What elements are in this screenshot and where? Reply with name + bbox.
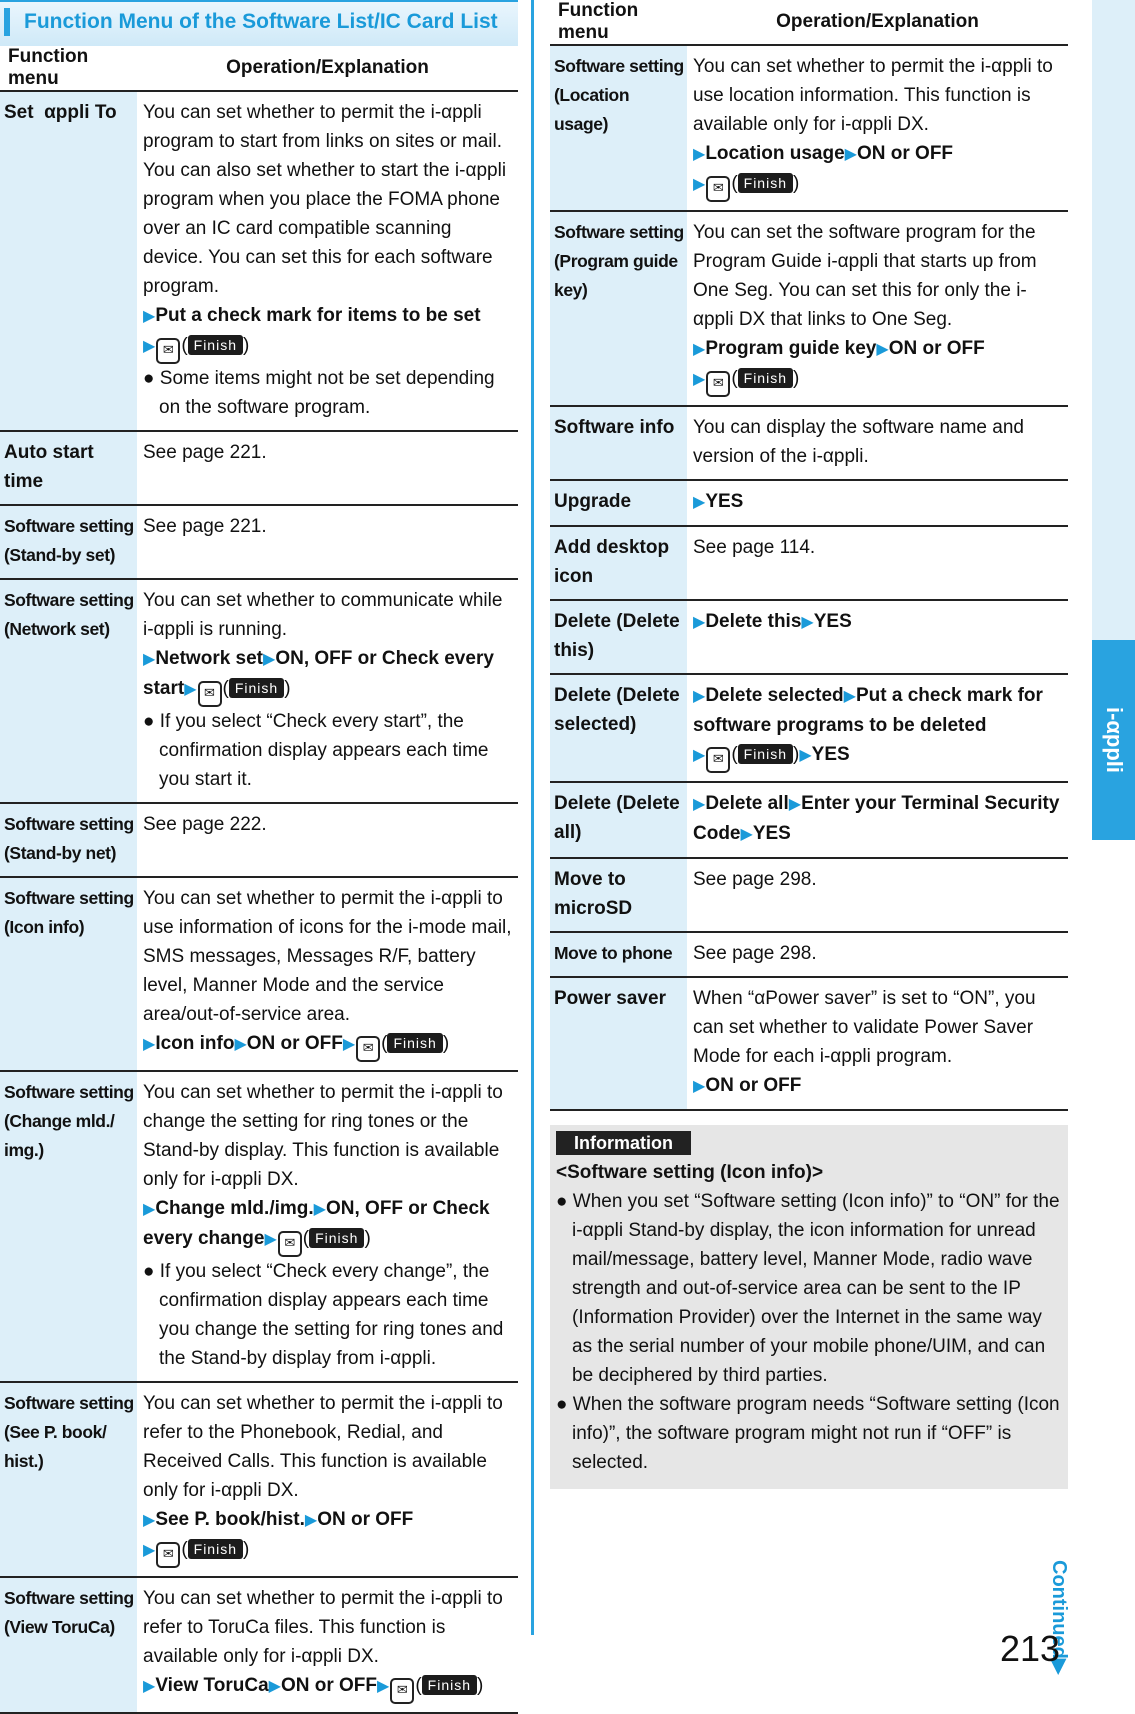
table-row: Software setting (Network set) You can set whether to communicate while i-αppli is running. ▶Network set▶ON, OFF or Check every start▶ ✉ ( Finish ) ● If you select “Check every start”, the confirmation display appears each time you start it.	[0, 579, 518, 803]
finish-softkey: Finish	[387, 1033, 442, 1053]
information-label: Information	[556, 1131, 691, 1155]
table-row: Software setting (Change mld./ img.) You can set whether to permit the i-αppli to change the setting for ring tones or the Stand-by display. This function is available only for i-αppli DX. ▶Change mld./img.▶ON, OFF or Check every change▶ ✉ ( Finish ) ● If you select “Check every change”, the confirmation display appears each time you change the setting for ring tones and the Stand-by display from i-αppli.	[0, 1071, 518, 1382]
page-number: 213	[1000, 1628, 1061, 1669]
table-row: Software setting (Stand-by net) See page 222.	[0, 803, 518, 877]
table-row: Add desktop icon See page 114.	[550, 526, 1068, 600]
information-box	[550, 1125, 1068, 1489]
mail-key-icon: ✉	[278, 1231, 302, 1257]
table-row: Software setting (See P. book/ hist.) You can set whether to permit the i-αppli to refer to the Phonebook, Redial, and Received Calls. This function is available only for i-αppli DX. ▶See P. book/hist.▶ON or OFF ▶ ✉ ( Finish )	[0, 1382, 518, 1577]
table-header: Function menu Operation/Explanation	[550, 0, 1068, 45]
table-row: Delete (Delete this) ▶Delete this▶YES	[550, 600, 1068, 674]
function-table-left	[0, 46, 518, 1714]
table-row: Power saver When “αPower saver” is set to “ON”, you can set whether to validate Power Saver Mode for each i-αppli program. ▶ON or OFF	[550, 977, 1068, 1110]
finish-softkey: Finish	[309, 1228, 364, 1248]
section-title: Function Menu of the Software List/IC Card List	[0, 0, 518, 46]
mail-key-icon: ✉	[356, 1036, 380, 1062]
table-row: Delete (Delete selected) ▶Delete selected▶Put a check mark for software programs to be deleted ▶ ✉ ( Finish )▶YES	[550, 674, 1068, 782]
finish-softkey: Finish	[738, 368, 793, 388]
table-row: Move to phone See page 298.	[550, 932, 1068, 977]
mail-key-icon: ✉	[198, 681, 222, 707]
left-column	[0, 0, 518, 1714]
mail-key-icon: ✉	[706, 747, 730, 773]
finish-softkey: Finish	[229, 678, 284, 698]
table-row: Software setting (View ToruCa) You can set whether to permit the i-αppli to refer to ToruCa files. This function is available only for i-αppli DX. ▶View ToruCa▶ON or OFF▶ ✉ ( Finish )	[0, 1577, 518, 1713]
mail-key-icon: ✉	[156, 1542, 180, 1568]
table-header: Function menu Operation/Explanation	[0, 46, 518, 91]
table-row: Auto start time See page 221.	[0, 431, 518, 505]
mail-key-icon: ✉	[706, 371, 730, 397]
side-strip	[1092, 0, 1135, 640]
function-table-right	[550, 0, 1068, 1111]
continued-indicator: Continued▶	[1048, 1560, 1070, 1675]
finish-softkey: Finish	[738, 173, 793, 193]
finish-softkey: Finish	[188, 1539, 243, 1559]
finish-softkey: Finish	[738, 744, 793, 764]
table-row: Software setting (Icon info) You can set whether to permit the i-αppli to use information of icons for the i-mode mail, SMS messages, Messages R/F, battery level, Manner Mode and the service area/out-of-service area. ▶Icon info▶ON or OFF▶ ✉ ( Finish )	[0, 877, 518, 1071]
column-divider	[531, 0, 534, 1635]
table-row: Upgrade ▶YES	[550, 480, 1068, 526]
information-heading: <Software setting (Icon info)>	[556, 1162, 824, 1183]
table-row: Delete (Delete all) ▶Delete all▶Enter your Terminal Security Code▶YES	[550, 782, 1068, 858]
table-row: Software setting (Stand-by set) See page 221.	[0, 505, 518, 579]
information-bullet: ● When you set “Software setting (Icon info)” to “ON” for the i-αppli Stand-by display, the icon information for unread mail/message, battery level, Manner Mode, radio wave strength and out-of-service area can be sent to the IP (Information Provider) over the Internet in the same way as the serial number of your mobile phone/UIM, and can be deciphered by third parties.	[556, 1191, 1060, 1386]
mail-key-icon: ✉	[706, 176, 730, 202]
mail-key-icon: ✉	[156, 338, 180, 364]
table-row: Software setting (Location usage) You can set whether to permit the i-αppli to use location information. This function is available only for i-αppli DX. ▶Location usage▶ON or OFF ▶ ✉ ( Finish )	[550, 45, 1068, 211]
chapter-tab[interactable]: i-αppli	[1092, 640, 1135, 840]
finish-softkey: Finish	[422, 1675, 477, 1695]
table-row: Software info You can display the software name and version of the i-αppli.	[550, 406, 1068, 480]
mail-key-icon: ✉	[390, 1678, 414, 1704]
right-column	[550, 0, 1068, 1489]
table-row: Move to microSD See page 298.	[550, 858, 1068, 932]
information-bullet: ● When the software program needs “Software setting (Icon info)”, the software program might not run if “OFF” is selected.	[556, 1394, 1060, 1473]
table-row: Software setting (Program guide key) You can set the software program for the Program Guide i-αppli that starts up from One Seg. You can set this for only the i-αppli DX that links to One Seg. ▶Program guide key▶ON or OFF ▶ ✉ ( Finish )	[550, 211, 1068, 406]
finish-softkey: Finish	[188, 335, 243, 355]
table-row: Set αppli To You can set whether to permit the i-αppli program to start from links on sites or mail. You can also set whether to start the i-αppli program when you place the FOMA phone over an IC card compatible scanning device. You can set this for each software program. ▶Put a check mark for items to be set ▶ ✉ ( Finish ) ● Some items might not be set depending on the software program.	[0, 91, 518, 431]
